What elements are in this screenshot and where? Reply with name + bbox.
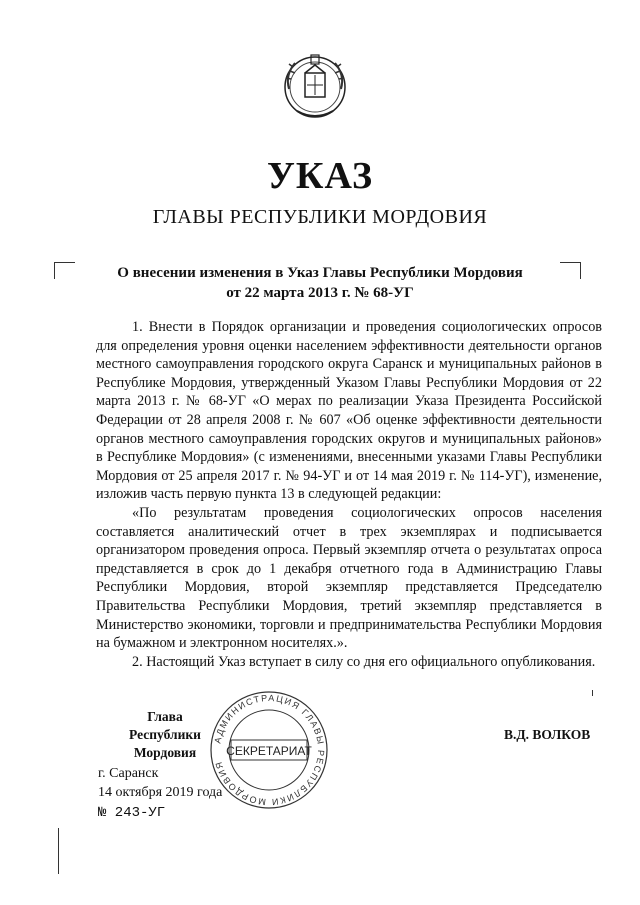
signatory-title [110,708,220,762]
decree-body [96,318,602,671]
decree-number: № 243-УГ [98,805,166,821]
heading-bracket-left [54,262,75,279]
issue-city: г. Саранск [98,766,159,781]
signatory-title-line-2: Республики Мордовия [129,727,201,760]
issue-date: 14 октября 2019 года [98,785,223,800]
stamp-center-text: СЕКРЕТАРИАТ [226,744,312,758]
paragraph-1: 1. Внести в Порядок организации и проведения социологических опросов для определения уровня оценки населением эффективности деятельности органов местного самоуправления городского округа Саранск и муниципальных районов в Республике Мордовия, утвержденный Указом Главы Республики Мордовия от 22 марта 2013 г. № 68-УГ «О мерах по реализации Указа Президента Российской Федерации от 28 апреля 2008 г. № 607 «Об оценке эффективности деятельности органов местного самоуправления городских округов и муниципальных районов» в Республике Мордовия» (с изменениями, внесенными указами Главы Республики Мордовия от 25 апреля 2017 г. № 94-УГ и от 14 мая 2019 г. № 114-УГ), изменение, изложив часть первую пункта 13 в следующей редакции: [96,319,602,503]
margin-mark [58,828,59,874]
heading-bracket-right [560,262,581,279]
corner-mark [592,690,593,696]
secretariat-stamp [207,688,331,812]
document-title: УКАЗ [267,155,373,197]
document-subtitle: ГЛАВЫ РЕСПУБЛИКИ МОРДОВИЯ [152,206,488,228]
paragraph-2: «По результатам проведения социологических опросов населения составляется аналитический отчет в трех экземплярах и подписывается организатором проведения опроса. Первый экземпляр отчета о результатах опроса представляется в срок до 1 декабря отчетного года в Администрацию Главы Республики Мордовия, второй экземпляр представляется Председателю Правительства Республики Мордовия, третий экземпляр представляется в Министерство экономики, торговли и предпринимательства Республики Мордовия на бумажном и электронном носителях.». [96,504,602,652]
signatory-name: В.Д. ВОЛКОВ [504,727,591,742]
coat-of-arms-emblem [275,45,355,125]
stamp-ring-text: АДМИНИСТРАЦИЯ ГЛАВЫ РЕСПУБЛИКИ МОРДОВИЯ [212,692,327,808]
decree-heading [100,263,540,303]
signatory-title-line-1: Глава [147,709,183,724]
paragraph-3: 2. Настоящий Указ вступает в силу со дня его официального опубликования. [132,653,596,670]
heading-line-2: от 22 марта 2013 г. № 68-УГ [226,285,414,301]
heading-line-1: О внесении изменения в Указ Главы Республики Мордовия [117,265,523,281]
